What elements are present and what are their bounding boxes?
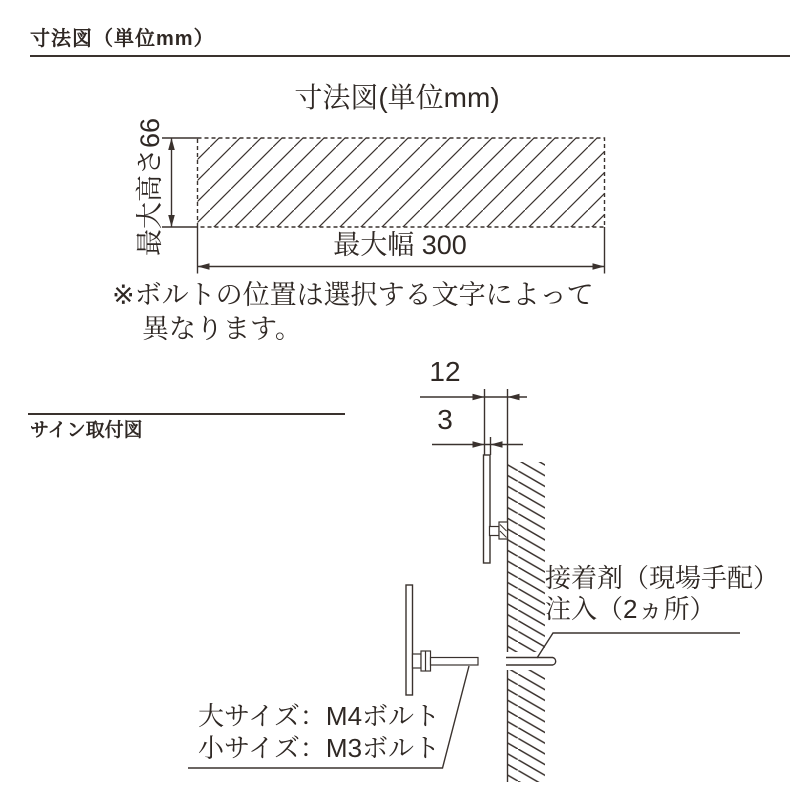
plate-side-view: [406, 585, 413, 695]
bolt-position-note-line1: ※ボルトの位置は選択する文字によって: [112, 280, 594, 310]
mounting-section-title: サイン取付図: [30, 420, 143, 441]
arrow-down-icon: [168, 215, 175, 227]
thickness-dimension-value: 3: [437, 404, 453, 435]
adhesive-note-leader-line: [537, 633, 740, 658]
arrow-left-icon: [198, 263, 210, 269]
bolt-shaft: [490, 527, 500, 536]
bolt-size-note-line2: 小サイズ：M3ボルト: [198, 733, 441, 763]
header-divider: [30, 55, 790, 57]
sign-plate-hatch-fill: [198, 138, 605, 227]
dimension-diagram-title: 寸法図(単位mm): [294, 82, 500, 113]
arrow-left-icon: [491, 441, 503, 447]
max-height-label: 最大高さ66: [135, 117, 165, 257]
arrow-right-icon: [473, 394, 485, 400]
adhesive-note-line2: 注入（2ヵ所）: [545, 594, 716, 624]
arrow-right-icon: [473, 441, 485, 447]
arrow-up-icon: [168, 138, 175, 150]
max-width-label: 最大幅 300: [333, 230, 467, 260]
page-header-title: 寸法図（単位mm）: [30, 28, 215, 50]
arrow-left-icon: [508, 394, 520, 400]
bolt-position-note-line2: 異なります。: [142, 314, 302, 344]
height-dimension: [162, 138, 198, 227]
arrow-right-icon: [593, 263, 605, 269]
mounting-section-divider: [28, 413, 345, 415]
exploded-plate-and-bolt: [406, 585, 478, 695]
bolt-shaft: [431, 658, 479, 666]
bolt-washer: [413, 654, 422, 668]
bolt-size-note-line1: 大サイズ：M4ボルト: [198, 701, 441, 731]
mounted-plate-side-view: [484, 455, 508, 563]
thickness-dimension: [432, 437, 523, 455]
offset-dimension-value: 12: [429, 356, 461, 387]
wall-drill-hole: [504, 652, 562, 670]
wall-hatch-fill: [508, 462, 545, 782]
adhesive-note-line1: 接着剤（現場手配）: [545, 563, 780, 593]
